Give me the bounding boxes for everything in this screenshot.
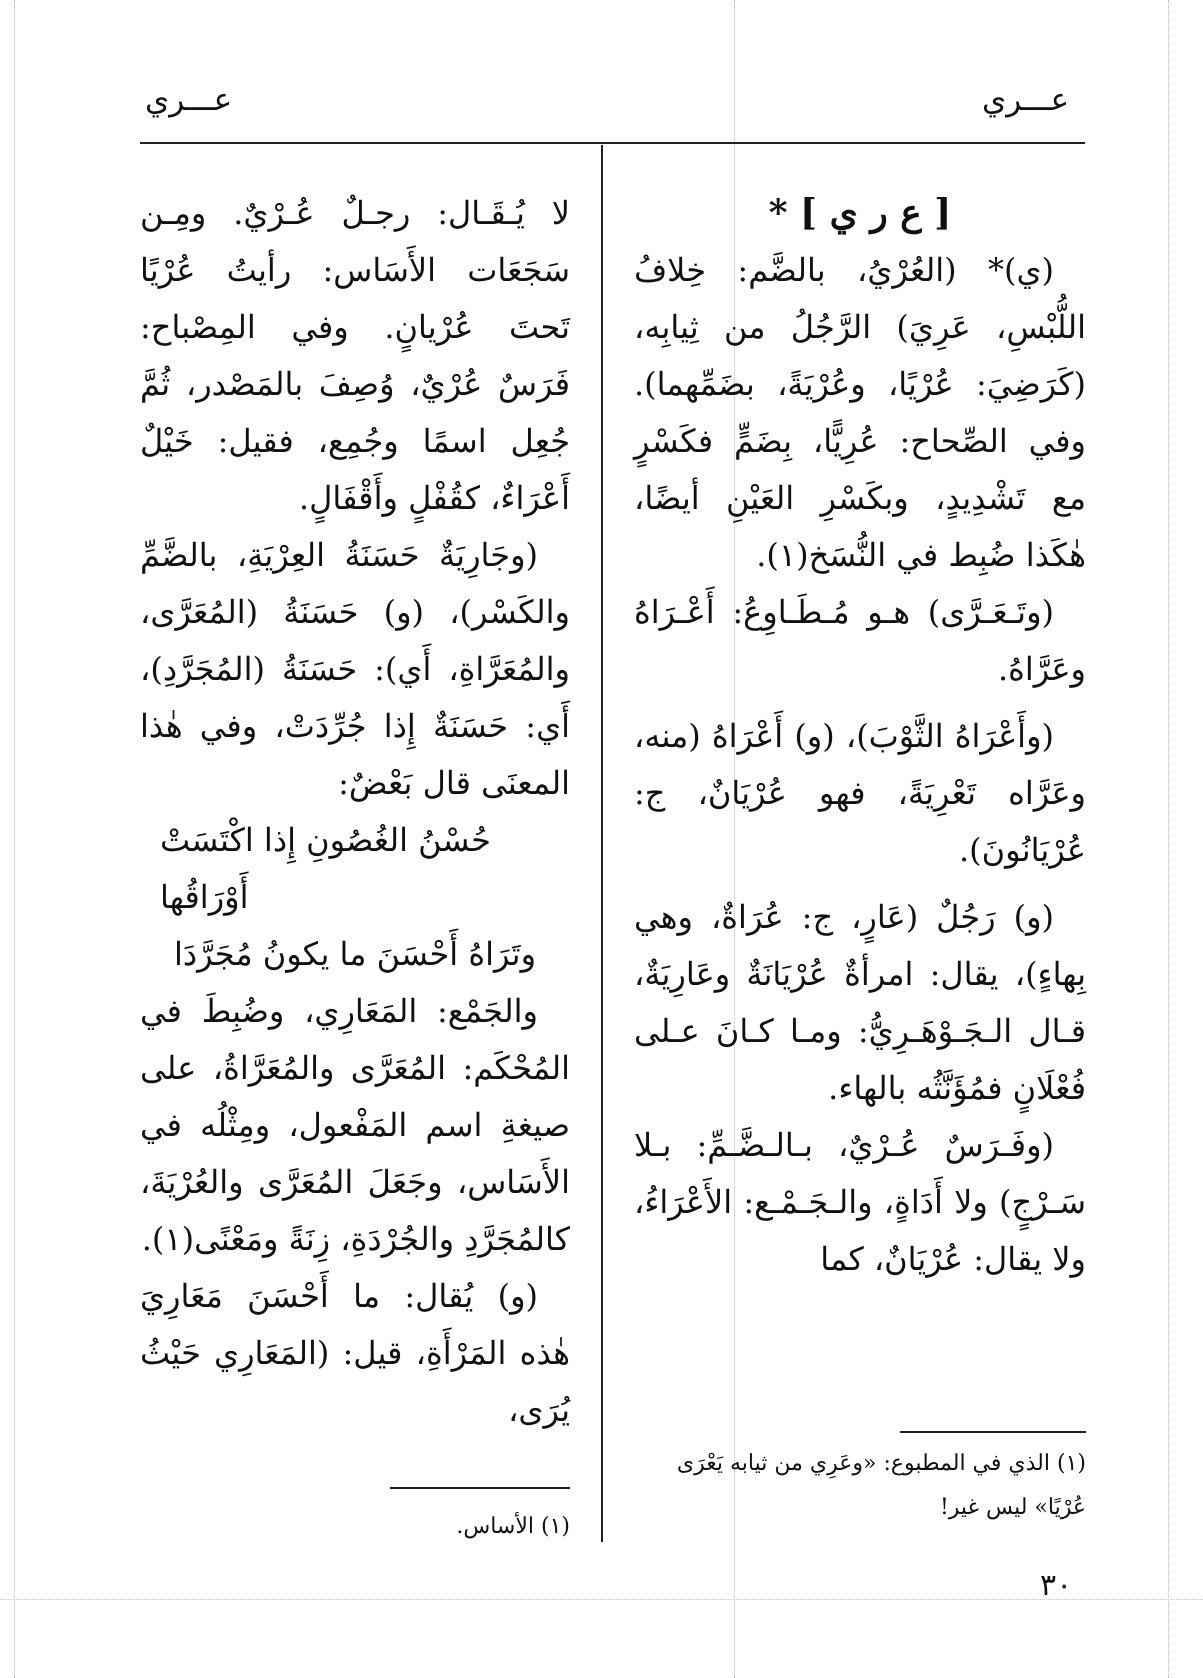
verse-line: حُسْنُ الغُصُونِ إِذا اكْتَسَتْ أَوْرَاقُها bbox=[160, 821, 491, 916]
paragraph: لا يُـقَـال: رجـلٌ عُـرْيٌ. ومِـن سَجَعَات الأَسَاس: رأيتُ عُرْيًا تَحتَ عُرْيانٍ. وفي المِصْباح: فَرَسٌ عُرْيٌ، وُصِفَ بالمَصْدر، ثُمَّ جُعِل اسمًا وجُمِع، فقيل: خَيْلٌ أَعْرَاءٌ، كقُفْلٍ وأَقْفَالٍ. bbox=[140, 194, 570, 517]
running-header-left: عـــري bbox=[145, 82, 233, 118]
footnote: (١) الأساس. bbox=[456, 1514, 570, 1539]
paragraph: (وتَـعَـرَّى) هـو مُـطَـاوِعُ: أَعْـرَاهُ وعَرَّاهُ. bbox=[634, 593, 1086, 688]
paragraph: (ي)* (العُرْيُ، بالضَّم: خِلافُ اللُّبْسِ، عَرِيَ) الرَّجُلُ من ثِيابِه، (كَرَضِيَ: عُرْيًا، وعُرْيَةً، بضَمِّهما). وفي الصِّحاح: عُرِيًّا، بِضَمٍّ فكَسْرٍ مع تَشْدِيدٍ، وبكَسْرِ العَيْنِ أيضًا، هٰكَذا ضُبِط في النُّسَخ(١). bbox=[634, 251, 1086, 574]
footnote: (١) الذي في المطبوع: «وعَرِي من ثيابه يَعْرَى عُرْيًا» ليس غير! bbox=[676, 1451, 1086, 1520]
paragraph: (وجَارِيَةٌ حَسَنَةُ العِرْيَةِ، بالضَّمِّ والكَسْر)، (و) حَسَنَةُ (المُعَرَّى، والمُعَرَّاةِ، أَي): حَسَنَةُ (المُجَرَّدِ)، أَي: حَسَنَةٌ إِذا جُرِّدَتْ، وفي هٰذا المعنَى قال بَعْضٌ: bbox=[140, 536, 570, 802]
paragraph: (و) رَجُلٌ (عَارٍ، ج: عُرَاةٌ، وهي بِهاءٍ)، يقال: امرأةٌ عُرْيَانَةٌ وعَارِيَةٌ، قـال الـجَـوْهَـرِيُّ: ومـا كـانَ عـلى فُعْلَانٍ فمُؤَنَّثُه بالهاء. bbox=[634, 898, 1086, 1107]
paragraph: (و) يُقال: ما أَحْسَنَ مَعَارِيَ هٰذه المَرْأَةِ، قيل: (المَعَارِي حَيْثُ يُرَى، bbox=[140, 1277, 570, 1429]
entry-heading: [ ع ر ي ] * bbox=[768, 192, 952, 234]
running-header-right: عـــري bbox=[982, 82, 1070, 118]
page-guide-line bbox=[1168, 0, 1169, 1678]
column-divider bbox=[601, 145, 603, 1542]
page-number: ٣٠ bbox=[1040, 1568, 1073, 1603]
left-column bbox=[140, 185, 570, 1439]
paragraph: والجَمْع: المَعَارِي، وضُبِطَ في المُحْكَم: المُعَرَّى والمُعَرَّاةُ، على صيغةِ اسم المَفْعول، ومِثْلُه في الأَسَاس، وجَعَلَ المُعَرَّى والعُرْيَةَ، كالمُجَرَّدِ والجُرْدَةِ، زِنَةً ومَعْنًى(١). bbox=[140, 992, 570, 1258]
footnote-rule bbox=[390, 1487, 570, 1489]
paragraph: (وفَـرَسٌ عُـرْيٌ، بـالـضَّـمِّ: بـلا سَـرْجٍ) ولا أَدَاةٍ، والـجَـمْـع: الأَعْرَاءُ، ولا يقال: عُرْيَانٌ، كما bbox=[634, 1126, 1086, 1278]
footnote-rule bbox=[900, 1431, 1086, 1433]
page-guide-line bbox=[14, 0, 15, 1678]
right-column bbox=[634, 185, 1086, 1288]
paragraph: (وأَعْرَاهُ الثَّوْبَ)، (و) أَعْرَاهُ (منه، وعَرَّاه تَعْرِيَةً، فهو عُرْيَانٌ، ج: عُرْيَانُونَ). bbox=[634, 717, 1086, 869]
page-guide-line bbox=[0, 1599, 1203, 1600]
header-rule bbox=[140, 142, 1085, 144]
verse-line: وتَرَاهُ أَحْسَنَ ما يكونُ مُجَرَّدَا bbox=[173, 935, 537, 973]
